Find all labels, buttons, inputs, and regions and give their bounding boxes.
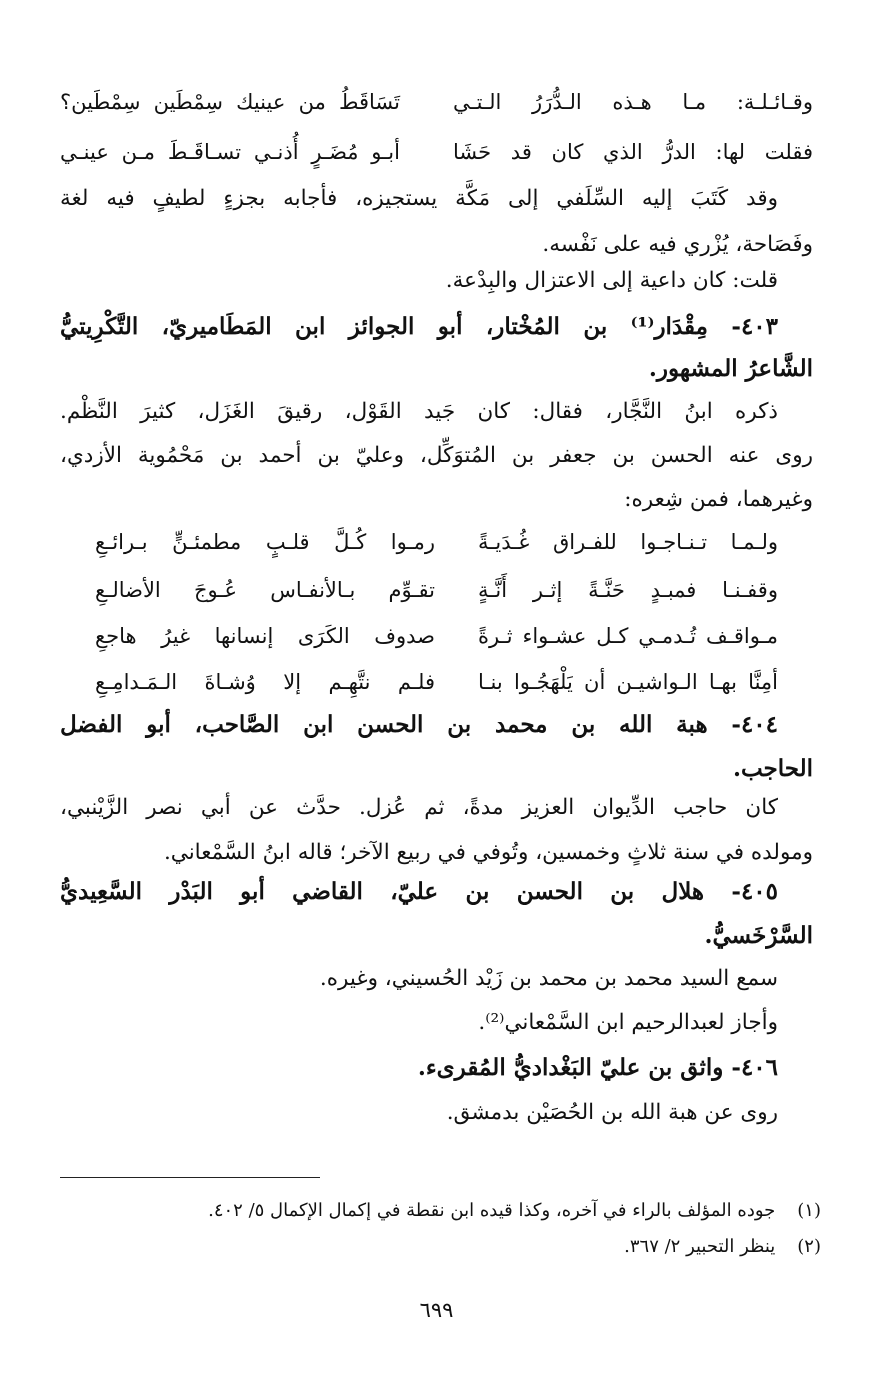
entry-heading-cont: السَّرْخَسيُّ. [704,922,813,949]
entry-heading-cont: الشَّاعرُ المشهور. [648,355,813,382]
verse-1 [95,530,778,554]
paragraph-line: وقد كَتَبَ إليه السِّلَفي إلى مَكَّة يستجيزه، فأجابه بجزءٍ لطيفٍ فيه لغة [60,186,778,211]
hemistich: صدوف الكَرَى إنسانها غيرُ هاجعِ [95,624,435,648]
hemistich: مـواقـف تُـدمـي كـل عشـواء ثـرةً [478,624,778,648]
paragraph-line: وغيرهما، فمن شِعره: [624,487,813,512]
entry-heading: ٤٠٥- هلال بن الحسن بن عليّ، القاضي أبو البَدْر السَّعِيديُّ [60,878,778,905]
entry-heading: ٤٠٤- هبة الله بن محمد بن الحسن ابن الصَّاحب، أبو الفضل [60,711,778,738]
paragraph-line: وفَصَاحة، يُزْري فيه على نَفْسه. [542,232,813,257]
paragraph-line: روى عنه الحسن بن جعفر بن المُتوَكِّل، وعليّ بن أحمد بن مَحْمُوية الأزدي، [60,443,813,468]
note-line: قلت: كان داعية إلى الاعتزال والبِدْعة. [445,268,778,293]
poem-intro-verse-2 [60,140,813,164]
footnote-text: جوده المؤلف بالراء في آخره، وكذا قيده ابن نقطة في إكمال الإكمال ٥/ ٤٠٢. [208,1200,776,1221]
hemistich: وقفـنـا فمبـدٍ حَنَّـةً إثـر أَنَّـةٍ [478,578,778,602]
hemistich: وقـائـلـة: مـا هـذه الـدُّرَرُ الـتـي [453,90,813,114]
verse-3 [95,624,778,648]
paragraph-line: ذكره ابنُ النَّجَّار، فقال: كان جَيد القَوْل، رقيقَ الغَزَل، كثيرَ النَّظْم. [60,399,778,424]
footnote-separator [60,1177,320,1178]
footnote-2 [60,1236,821,1257]
footnote-number: (٢) [797,1236,821,1257]
footnote-number: (١) [797,1200,821,1221]
paragraph-line: وأجاز لعبدالرحيم ابن السَّمْعاني⁽²⁾. [478,1010,778,1035]
verse-2 [95,578,778,602]
hemistich: ولـمـا تـنـاجـوا للفـراق غُـدَيـةً [478,530,778,554]
poem-intro-verse-1 [60,90,813,114]
paragraph-line: سمع السيد محمد بن محمد بن زَيْد الحُسيني، وغيره. [319,966,778,991]
paragraph-line: ومولده في سنة ثلاثٍ وخمسين، وتُوفي في ربيع الآخر؛ قاله ابنُ السَّمْعاني. [163,840,813,865]
hemistich: أمِنَّا بهـا الـواشيـن أن يَلْهَجُـوا بنـا [478,670,778,694]
hemistich: فلـم نتَّهِـم إلا وُشـاةَ الـمَـدامِـعِ [95,670,435,694]
entry-heading: ٤٠٣- مِقْدَار⁽¹⁾ بن المُخْتار، أبو الجوائز ابن المَطَاميريّ، التَّكْرِيتيُّ [60,313,778,340]
entry-heading: ٤٠٦- واثق بن عليّ البَغْداديُّ المُقرىء. [417,1054,778,1081]
footnote-1 [60,1200,821,1221]
hemistich: تَسَاقَطُ من عينيك سِمْطَين سِمْطَين؟ [60,90,400,114]
paragraph-line: كان حاجب الدِّيوان العزيز مدةً، ثم عُزل. حدَّث عن أبي نصر الزَّيْنبي، [60,795,778,820]
hemistich: أبـو مُضَـرٍ أُذنـي تسـاقَـطَ مـن عينـي [60,140,400,164]
footnote-text: ينظر التحبير ٢/ ٣٦٧. [624,1236,776,1257]
paragraph-line: روى عن هبة الله بن الحُصَيْن بدمشق. [446,1100,778,1125]
hemistich: رمـوا كُـلَّ قلـبٍ مطمئـنٍّ بـرائـعِ [95,530,435,554]
hemistich: تقـوِّم بـالأنفـاس عُـوجَ الأضالـعِ [95,578,435,602]
page-number: ٦٩٩ [419,1298,454,1322]
entry-heading-cont: الحاجب. [732,755,813,782]
verse-4 [95,670,778,694]
hemistich: فقلت لها: الدرُّ الذي كان قد حَشَا [453,140,813,164]
